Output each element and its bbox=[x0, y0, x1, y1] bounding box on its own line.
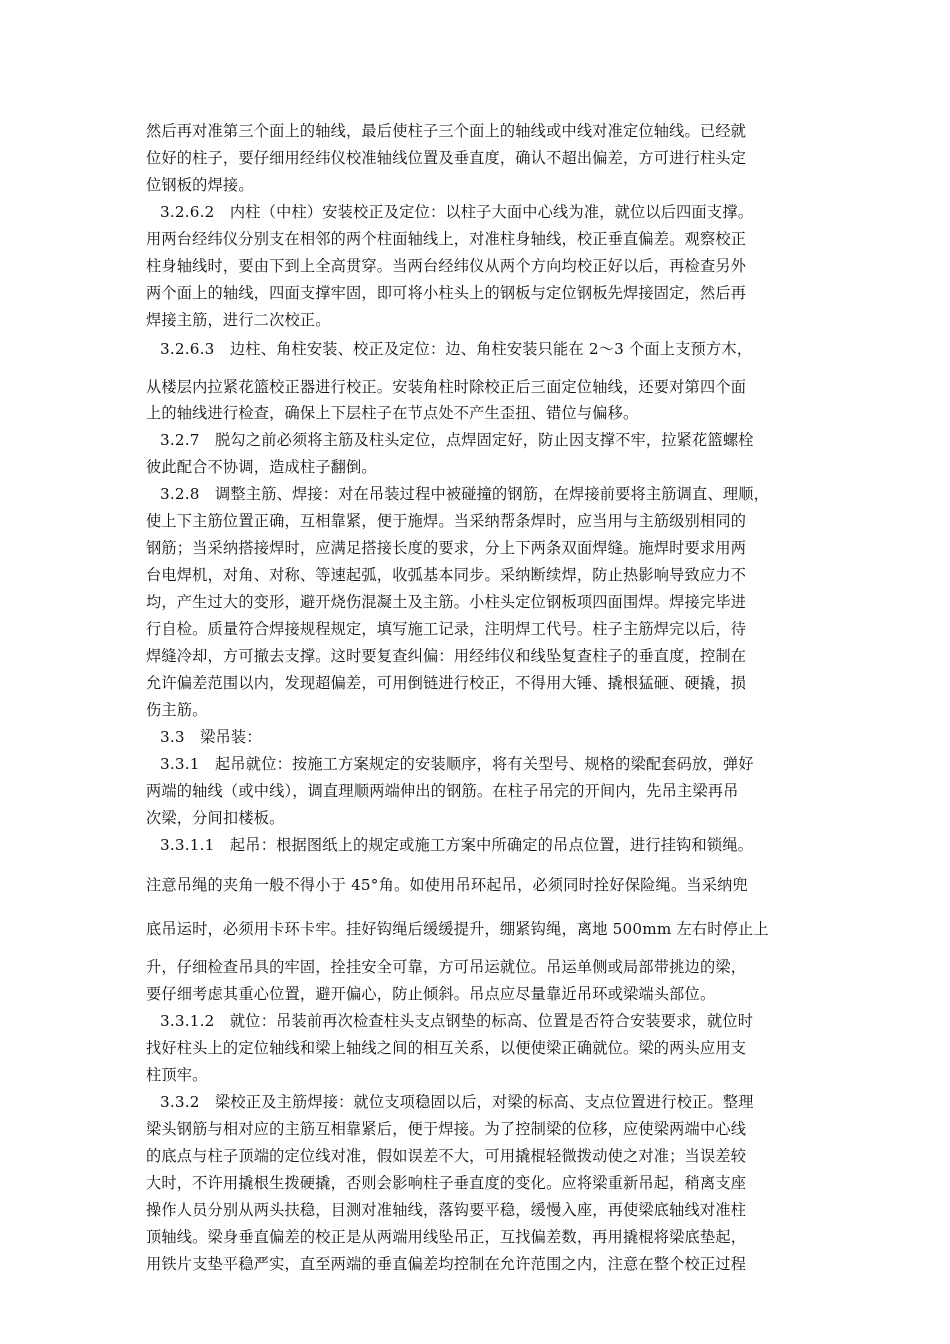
text-line: 的底点与柱子顶端的定位线对准，假如误差不大，可用撬棍轻微拨动使之对准；当误差较 bbox=[146, 1147, 747, 1165]
section-3-2-6-2-line: 3.2.6.2 内柱（中柱）安装校正及定位：以柱子大面中心线为准，就位以后四面支撑。 bbox=[160, 203, 754, 221]
text-line: 然后再对准第三个面上的轴线，最后使柱子三个面上的轴线或中线对准定位轴线。已经就 bbox=[146, 122, 747, 140]
text-line: 升，仔细检查吊具的牢固，拴挂安全可靠，方可吊运就位。吊运单侧或局部带挑边的梁， bbox=[146, 958, 747, 976]
text-line: 均，产生过大的变形，避开烧伤混凝土及主筋。小柱头定位钢板项四面围焊。焊接完毕进 bbox=[146, 593, 747, 611]
text-line: 两个面上的轴线，四面支撑牢固，即可将小柱头上的钢板与定位钢板先焊接固定，然后再 bbox=[146, 284, 747, 302]
text-line: 顶轴线。梁身垂直偏差的校正是从两端用线坠吊正，互找偏差数，再用撬棍将梁底垫起， bbox=[146, 1228, 747, 1246]
text-line: 允许偏差范围以内，发现超偏差，可用倒链进行校正，不得用大锤、撬根猛砸、硬撬，损 bbox=[146, 674, 747, 692]
text-line: 底吊运时，必须用卡环卡牢。挂好钩绳后缓缓提升，绷紧钩绳，离地 500mm 左右时停止上 bbox=[146, 920, 769, 938]
text-line: 操作人员分别从两头扶稳，目测对准轴线，落钩要平稳，缓慢入座，再使梁底轴线对准柱 bbox=[146, 1201, 747, 1219]
text-line: 彼此配合不协调，造成柱子翻倒。 bbox=[146, 458, 377, 476]
text-line: 台电焊机，对角、对称、等速起弧，收弧基本同步。采纳断续焊，防止热影响导致应力不 bbox=[146, 566, 747, 584]
text-line: 两端的轴线（或中线），调直理顺两端伸出的钢筋。在柱子吊完的开间内，先吊主梁再吊 bbox=[146, 782, 739, 800]
text-line: 行自检。质量符合焊接规程规定，填写施工记录，注明焊工代号。柱子主筋焊完以后，待 bbox=[146, 620, 747, 638]
text-line: 伤主筋。 bbox=[146, 701, 208, 719]
text-line: 注意吊绳的夹角一般不得小于 45°角。如使用吊环起吊，必须同时拴好保险绳。当采纳兜 bbox=[146, 876, 748, 894]
section-3-2-8-line: 3.2.8 调整主筋、焊接：对在吊装过程中被碰撞的钢筋，在焊接前要将主筋调直、理顺， bbox=[160, 485, 769, 503]
text-line: 钢筋；当采纳搭接焊时，应满足搭接长度的要求，分上下两条双面焊缝。施焊时要求用两 bbox=[146, 539, 747, 557]
text-line: 上的轴线进行检查，确保上下层柱子在节点处不产生歪扭、错位与偏移。 bbox=[146, 404, 639, 422]
section-3-2-6-3-line: 3.2.6.3 边柱、角柱安装、校正及定位：边、角柱安装只能在 2～3 个面上支预方木， bbox=[160, 340, 753, 358]
section-3-3-heading: 3.3 梁吊装： bbox=[160, 728, 262, 746]
text-line: 找好柱头上的定位轴线和梁上轴线之间的相互关系，以便使梁正确就位。梁的两头应用支 bbox=[146, 1039, 747, 1057]
text-line: 使上下主筋位置正确，互相靠紧，便于施焊。当采纳帮条焊时，应当用与主筋级别相同的 bbox=[146, 512, 747, 530]
text-line: 用铁片支垫平稳严实，直至两端的垂直偏差均控制在允许范围之内，注意在整个校正过程 bbox=[146, 1255, 747, 1273]
text-line: 位钢板的焊接。 bbox=[146, 176, 254, 194]
text-line: 用两台经纬仪分别支在相邻的两个柱面轴线上，对准柱身轴线，校正垂直偏差。观察校正 bbox=[146, 230, 747, 248]
section-3-3-2-line: 3.3.2 梁校正及主筋焊接：就位支项稳固以后，对梁的标高、支点位置进行校正。整理 bbox=[160, 1093, 754, 1111]
text-line: 焊缝冷却，方可撤去支撑。这时要复查纠偏：用经纬仪和线坠复查柱子的垂直度，控制在 bbox=[146, 647, 747, 665]
section-3-3-1-2-line: 3.3.1.2 就位：吊装前再次检查柱头支点钢垫的标高、位置是否符合安装要求，就位时 bbox=[160, 1012, 754, 1030]
text-line: 位好的柱子，要仔细用经纬仪校准轴线位置及垂直度，确认不超出偏差，方可进行柱头定 bbox=[146, 149, 747, 167]
section-3-3-1-line: 3.3.1 起吊就位：按施工方案规定的安装顺序，将有关型号、规格的梁配套码放，弹好 bbox=[160, 755, 754, 773]
section-3-2-7-line: 3.2.7 脱勾之前必须将主筋及柱头定位，点焊固定好，防止因支撑不牢，拉紧花篮螺栓 bbox=[160, 431, 754, 449]
text-line: 从楼层内拉紧花篮校正器进行校正。安装角柱时除校正后三面定位轴线，还要对第四个面 bbox=[146, 378, 747, 396]
text-line: 柱顶牢。 bbox=[146, 1066, 208, 1084]
text-line: 梁头钢筋与相对应的主筋互相靠紧后，便于焊接。为了控制梁的位移，应使梁两端中心线 bbox=[146, 1120, 747, 1138]
text-line: 要仔细考虑其重心位置，避开偏心，防止倾斜。吊点应尽量靠近吊环或梁端头部位。 bbox=[146, 985, 716, 1003]
text-line: 大时，不许用撬根生拨硬撬，否则会影响柱子垂直度的变化。应将梁重新吊起，稍离支座 bbox=[146, 1174, 747, 1192]
section-3-3-1-1-line: 3.3.1.1 起吊：根据图纸上的规定或施工方案中所确定的吊点位置，进行挂钩和锁绳。 bbox=[160, 836, 754, 854]
text-line: 次梁，分间扣楼板。 bbox=[146, 809, 285, 827]
text-line: 焊接主筋，进行二次校正。 bbox=[146, 311, 331, 329]
text-line: 柱身轴线时，要由下到上全高贯穿。当两台经纬仪从两个方向均校正好以后，再检查另外 bbox=[146, 257, 747, 275]
